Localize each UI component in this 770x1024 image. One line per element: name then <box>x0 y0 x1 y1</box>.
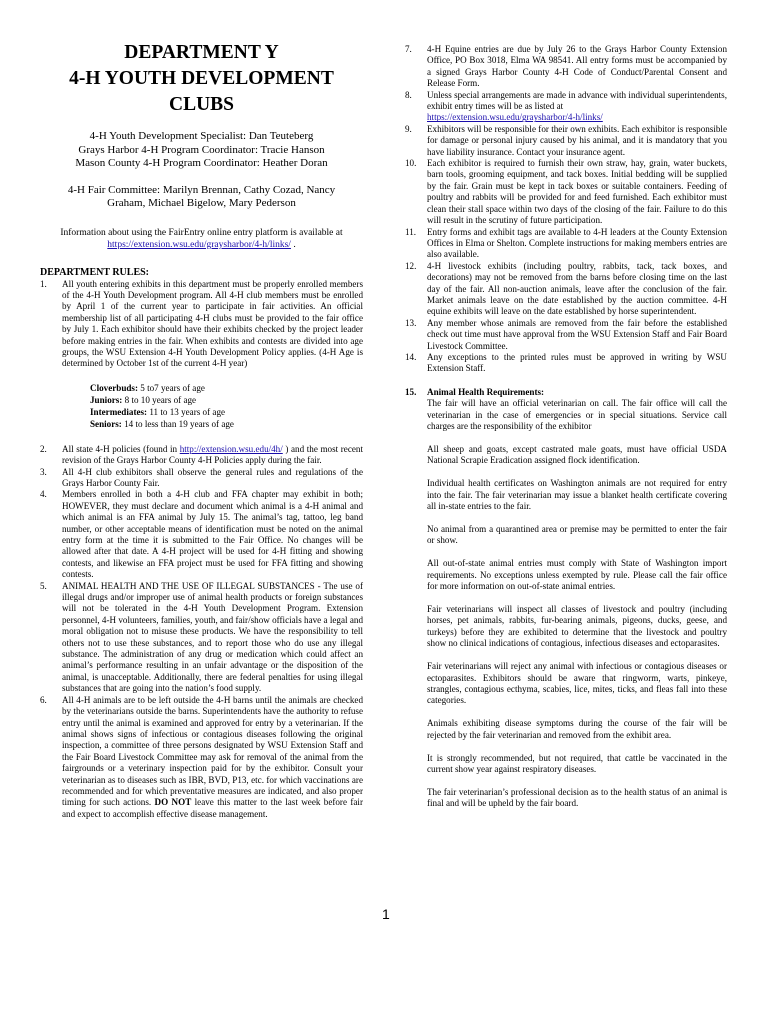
rule-number: 7. <box>405 44 412 54</box>
age-group-cloverbuds: Cloverbuds: 5 to7 years of age <box>90 382 205 393</box>
title-line-1: DEPARTMENT Y <box>124 42 279 63</box>
rule-15 <box>405 387 727 433</box>
rule-number: 10. <box>405 158 417 169</box>
rule-7 <box>405 44 727 90</box>
committee-line-2: Graham, Michael Bigelow, Mary Pederson <box>107 197 296 209</box>
rule-number: 11. <box>405 226 417 237</box>
rule-number: 2. <box>40 443 47 454</box>
mason-coordinator-line: Mason County 4-H Program Coordinator: Heather Doran <box>75 157 328 169</box>
title-line-2: 4-H YOUTH DEVELOPMENT <box>69 68 334 89</box>
rule-number: 14. <box>405 351 417 362</box>
rule-number: 12. <box>405 260 417 271</box>
page-number: 1 <box>382 906 390 922</box>
health-paragraph: Fair veterinarians will reject any animal with infectious or contagious diseases or ectoparasites. Exhibitors should be aware that ringworm, warts, pinkeye, strangles, contagious ecthyma, scabies, lice, mites, ticks, and fleas fall into these categories. <box>427 661 727 706</box>
specialist-line: 4-H Youth Development Specialist: Dan Teuteberg <box>89 130 314 142</box>
rule-number: 3. <box>40 466 47 477</box>
rule-12 <box>405 261 727 318</box>
rule-text: All state 4-H policies (found in http://extension.wsu.edu/4h/ ) and the most recent revision of the Grays Harbor County 4-H Policies apply during the fair. <box>62 443 363 466</box>
age-group-seniors: Seniors: 14 to less than 19 years of age <box>90 418 234 429</box>
rule-number: 5. <box>40 580 47 591</box>
rule-text: 4-H Equine entries are due by July 26 to the Grays Harbor County Extension Office, PO Box 3018, Elma WA 98541. All entry forms must be accompanied by a signed Grays Harbor County 4-H Code of Conduct/Parental Consent and Release Form. <box>427 44 727 89</box>
rule-text: Any exceptions to the printed rules must be approved in writing by WSU Extension Staff. <box>427 351 727 374</box>
rule-11 <box>405 227 727 261</box>
health-paragraph: All sheep and goats, except castrated male goats, must have official USDA National Scrapie Eradication assigned flock identification. <box>427 443 727 466</box>
rule-number: 1. <box>40 278 47 289</box>
rule-text: Unless special arrangements are made in advance with individual superintendents, exhibit entry times will be as listed at https://extension.wsu.edu/graysharbor/4-h/links/ <box>427 89 727 123</box>
committee-line-1: 4-H Fair Committee: Marilyn Brennan, Cathy Cozad, Nancy <box>67 183 336 196</box>
fairentry-text: Information about using the FairEntry online entry platform is available at <box>60 227 343 238</box>
rule-text: 4-H livestock exhibits (including poultry, rabbits, tack, tack boxes, and decorations) may not be removed from the barns before closing time on the last day of the fair. All non-auction animals, leave after the conclusion of the fair. Market animals leave on the date established by the auction committee. 4-H equine exhibits will leave on the date established by horse superintendent. <box>427 260 727 317</box>
rule-text: ANIMAL HEALTH AND THE USE OF ILLEGAL SUBSTANCES - The use of illegal drugs and/or improper use of animal health products or foreign substances will not be tolerated in the 4-H Youth Development Program. Extension personnel, 4-H volunteers, families, youth, and fair/show officials have a legal and moral obligation not to misuse these products. We have the responsibility to tell others not to use these substances, and to report those who do use any illegal substance. The administration of any drug or medication which could affect an animal’s performance resulting in an unfair advantage or the disposition of the animal, is unacceptable. Additionally, there are federal penalties for using illegal substances that are going into the nation’s food supply. <box>62 580 363 694</box>
health-paragraph: It is strongly recommended, but not required, that cattle be vaccinated in the current show year against respiratory diseases. <box>427 752 727 774</box>
rule-number: 8. <box>405 89 412 100</box>
staff-block <box>40 130 363 171</box>
rule-10 <box>405 158 727 226</box>
rule-number: 9. <box>405 123 412 134</box>
animal-health-heading: Animal Health Requirements: <box>427 386 545 397</box>
rule-1 <box>40 279 363 370</box>
rule-13 <box>405 318 727 352</box>
rule-text: Any member whose animals are removed from the fair before the established check out time must have approval from the WSU Extension Staff and Fair Board Livestock Committee. <box>427 317 727 351</box>
rule-9 <box>405 124 727 158</box>
rule-text: All youth entering exhibits in this department must be properly enrolled members of the 4-H Youth Development program. All 4-H club members must be enrolled by April 1 of the current year to participate in fair activities. An official membership list of all participating 4-H clubs must be provided to the fair office by July 1. Each exhibitor should have their exhibits checked by the project leader before making entries in the fair. When exhibits and contests are divided into age groups, the WSU Extension 4-H Youth Development Policy applies. (4-H Age is determined by October 1st of the current 4-H year) <box>62 278 363 369</box>
rule-number: 4. <box>40 489 47 500</box>
rule-14 <box>405 352 727 375</box>
rules-heading: DEPARTMENT RULES: <box>40 266 150 278</box>
rule-text: All 4-H club exhibitors shall observe the general rules and regulations of the Grays Harbor County Fair. <box>62 466 363 488</box>
rule-number: 6. <box>40 694 47 705</box>
rule-8 <box>405 90 727 124</box>
rule-text: Members enrolled in both a 4-H club and FFA chapter may exhibit in both; HOWEVER, they must declare and document which animal is a 4-H animal and which animal is an FFA animal by July 15. The animal’s tag, tattoo, leg band number, or other acceptable means of identification must be noted on the animal entry form at the time it is submitted to the Fair Office. No changes will be allowed after that date. A 4-H project will be used for 4-H fitting and showing contests, and likewise an FFA project must be used for FFA fitting and showing contests. <box>62 489 363 580</box>
animal-health-intro: The fair will have an official veterinarian on call. The fair office will call the veterinarian in the case of emergencies or in special situations. Service call charges are the responsibility of the exhibitor <box>427 398 727 431</box>
health-paragraph: Fair veterinarians will inspect all classes of livestock and poultry (including horses, pet animals, rabbits, fur-bearing animals, pigeons, ducks, geese, and turkeys) before they are exhibited to determine that the livestock and poultry show no clinical indications of contagious, infectious diseases and ectoparasites. <box>427 603 727 649</box>
title-line-3: CLUBS <box>168 94 235 115</box>
health-paragraph: Animals exhibiting disease symptoms during the course of the fair will be rejected by the fair veterinarian and removed from the exhibit area. <box>427 718 727 740</box>
health-paragraph: All out-of-state animal entries must comply with State of Washington import requirements. No exceptions unless exempted by rule. Please call the fair office for more information on out-of-state animal entries. <box>427 558 727 592</box>
entry-times-link[interactable]: https://extension.wsu.edu/graysharbor/4-h/links/ <box>427 112 603 123</box>
age-group-juniors: Juniors: 8 to 10 years of age <box>90 394 197 405</box>
rule-text: Exhibitors will be responsible for their own exhibits. Each exhibitor is responsible for damage or personal injury caused by his animal, and it is mandatory that you have liability insurance. Contact your insurance agent. <box>427 123 727 157</box>
rule-5 <box>40 581 363 695</box>
fairentry-link[interactable]: https://extension.wsu.edu/graysharbor/4-h/links/ <box>107 240 291 250</box>
age-group-intermediates: Intermediates: 11 to 13 years of age <box>90 406 226 417</box>
rule-4 <box>40 489 363 580</box>
age-groups <box>90 382 363 430</box>
grays-harbor-coordinator-line: Grays Harbor 4-H Program Coordinator: Tracie Hanson <box>78 143 325 156</box>
rule-text: Entry forms and exhibit tags are available to 4-H leaders at the County Extension Offices in Elma or Shelton. Complete instructions for making members entries are also available. <box>427 226 727 260</box>
right-column <box>405 44 727 821</box>
page-title <box>40 40 363 118</box>
fairentry-suffix: . <box>290 240 296 250</box>
health-paragraph: The fair veterinarian’s professional decision as to the health status of an animal is final and will be upheld by the fair board. <box>427 786 727 809</box>
rule-text: All 4-H animals are to be left outside the 4-H barns until the animals are checked by the veterinarians outside the barns. Superintendents have the authority to refuse entry until the animal is examined and approved for entry by a veterinarian. If the animal shows signs of infectious or contagious diseases following the original inspection, a committee of three persons designated by WSU Extension Staff and the Fair Board Livestock Committee may ask for removal of the animal from the fairgrounds or a veterinary inspection paid for by the exhibitor. Consult your veterinarian as to diseases such as IBR, BVD, P13, etc. for which vaccinations are recommended and for which preventative measures are indicated, and also proper timing for such actions. DO NOT leave this matter to the last week before fair and expect to accomplish effective disease management. <box>62 694 363 819</box>
health-paragraph: Individual health certificates on Washington animals are not required for entry into the fair. The fair veterinarian may issue a blanket health certificate covering all in-state entries to the fair. <box>427 478 727 512</box>
rule-text: Each exhibitor is required to furnish their own straw, hay, grain, water buckets, barn tools, grooming equipment, and tack boxes. Initial bedding will be supplied by the fair. Grain must be kept in tack boxes or suitable containers. Feeding of poultry and rabbits will be provided for and feed furnished. Each exhibitor must clean their stall space within two days of the closing of the fair. Failure to do this will result in the scrutiny of future participation. <box>427 158 727 226</box>
fairentry-info <box>40 227 363 252</box>
health-paragraph: No animal from a quarantined area or premise may be permitted to enter the fair or show. <box>427 523 727 546</box>
rule-number: 15. <box>405 386 417 397</box>
left-column <box>40 40 363 820</box>
state-policies-link[interactable]: http://extension.wsu.edu/4h/ <box>179 443 283 454</box>
rule-text <box>427 387 727 433</box>
rule-number: 13. <box>405 317 417 328</box>
rule-3 <box>40 467 363 490</box>
committee-block <box>40 184 363 211</box>
rule-6 <box>40 695 363 820</box>
rule-2 <box>40 444 363 467</box>
